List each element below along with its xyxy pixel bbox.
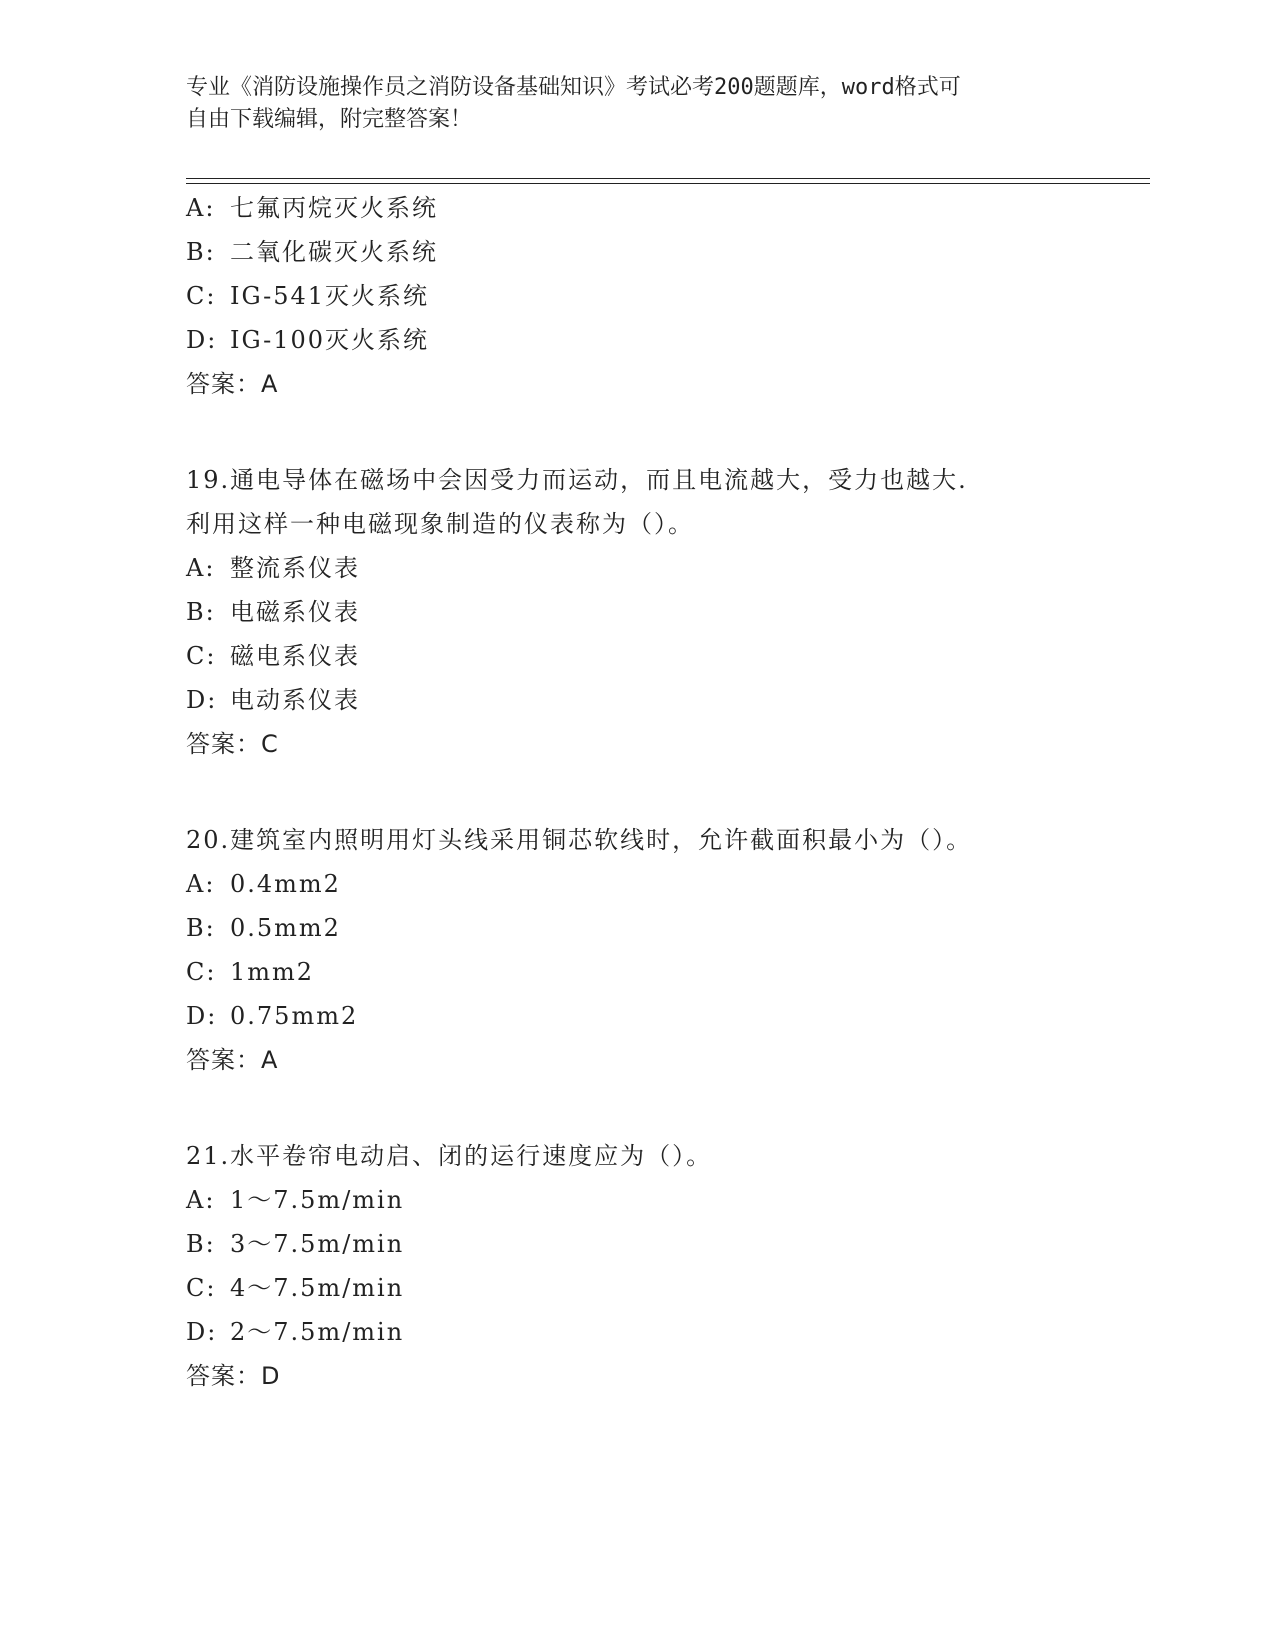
option-label: C: — [186, 282, 217, 310]
option-text: 0.75mm2 — [230, 1002, 359, 1030]
q19-option-c — [186, 640, 360, 672]
prev-answer: 答案：A — [186, 370, 279, 398]
option-text: 0.4mm2 — [230, 870, 341, 898]
option-text: 2～7.5m/min — [230, 1318, 405, 1346]
document-header — [186, 72, 1086, 136]
option-label: D: — [186, 1318, 218, 1346]
option-label: B: — [186, 238, 216, 266]
q21-stem: 21.水平卷帘电动启、闭的运行速度应为（）。 — [186, 1142, 713, 1170]
header-line-1: 专业《消防设施操作员之消防设备基础知识》考试必考200题题库，word格式可 — [186, 75, 961, 100]
option-label: C: — [186, 1274, 217, 1302]
option-text: 4～7.5m/min — [230, 1274, 405, 1302]
option-label: D: — [186, 686, 218, 714]
option-text: 七氟丙烷灭火系统 — [230, 194, 438, 222]
option-label: A: — [186, 870, 216, 898]
option-text: 磁电系仪表 — [230, 642, 360, 670]
option-label: C: — [186, 958, 217, 986]
option-text: IG-100灭火系统 — [230, 326, 430, 354]
option-text: 二氧化碳灭火系统 — [230, 238, 438, 266]
q20-option-c — [186, 956, 314, 988]
q21-answer: 答案：D — [186, 1362, 281, 1390]
q20-stem: 20.建筑室内照明用灯头线采用铜芯软线时，允许截面积最小为（）。 — [186, 826, 973, 854]
option-label: B: — [186, 914, 216, 942]
option-label: B: — [186, 598, 216, 626]
q19-option-b — [186, 596, 360, 628]
option-text: 电动系仪表 — [230, 686, 360, 714]
q19-stem-line-2: 利用这样一种电磁现象制造的仪表称为（）。 — [186, 510, 694, 538]
q19-stem-line-1: 19.通电导体在磁场中会因受力而运动，而且电流越大，受力也越大. — [186, 466, 968, 494]
option-text: IG-541灭火系统 — [230, 282, 430, 310]
q21-option-c — [186, 1272, 404, 1304]
q19-option-d — [186, 684, 360, 716]
q19-answer: 答案：C — [186, 730, 279, 758]
option-text: 1～7.5m/min — [230, 1186, 405, 1214]
prev-option-d — [186, 324, 429, 356]
q21-option-a — [186, 1184, 404, 1216]
option-label: D: — [186, 326, 218, 354]
option-text: 0.5mm2 — [230, 914, 341, 942]
option-text: 整流系仪表 — [230, 554, 360, 582]
header-divider-bottom — [186, 183, 1150, 184]
option-text: 1mm2 — [230, 958, 315, 986]
option-label: C: — [186, 642, 217, 670]
option-text: 电磁系仪表 — [230, 598, 360, 626]
q20-option-a — [186, 868, 341, 900]
q20-option-b — [186, 912, 341, 944]
q20-option-d — [186, 1000, 358, 1032]
q21-option-b — [186, 1228, 404, 1260]
prev-option-b — [186, 236, 438, 268]
q21-option-d — [186, 1316, 404, 1348]
option-label: A: — [186, 554, 216, 582]
prev-option-c — [186, 280, 429, 312]
header-line-2: 自由下载编辑，附完整答案！ — [186, 107, 473, 132]
q19-option-a — [186, 552, 360, 584]
prev-option-a — [186, 192, 438, 224]
option-label: D: — [186, 1002, 218, 1030]
q20-answer: 答案：A — [186, 1046, 279, 1074]
option-text: 3～7.5m/min — [230, 1230, 405, 1258]
option-label: A: — [186, 194, 216, 222]
header-divider-top — [186, 178, 1150, 179]
option-label: B: — [186, 1230, 216, 1258]
option-label: A: — [186, 1186, 216, 1214]
